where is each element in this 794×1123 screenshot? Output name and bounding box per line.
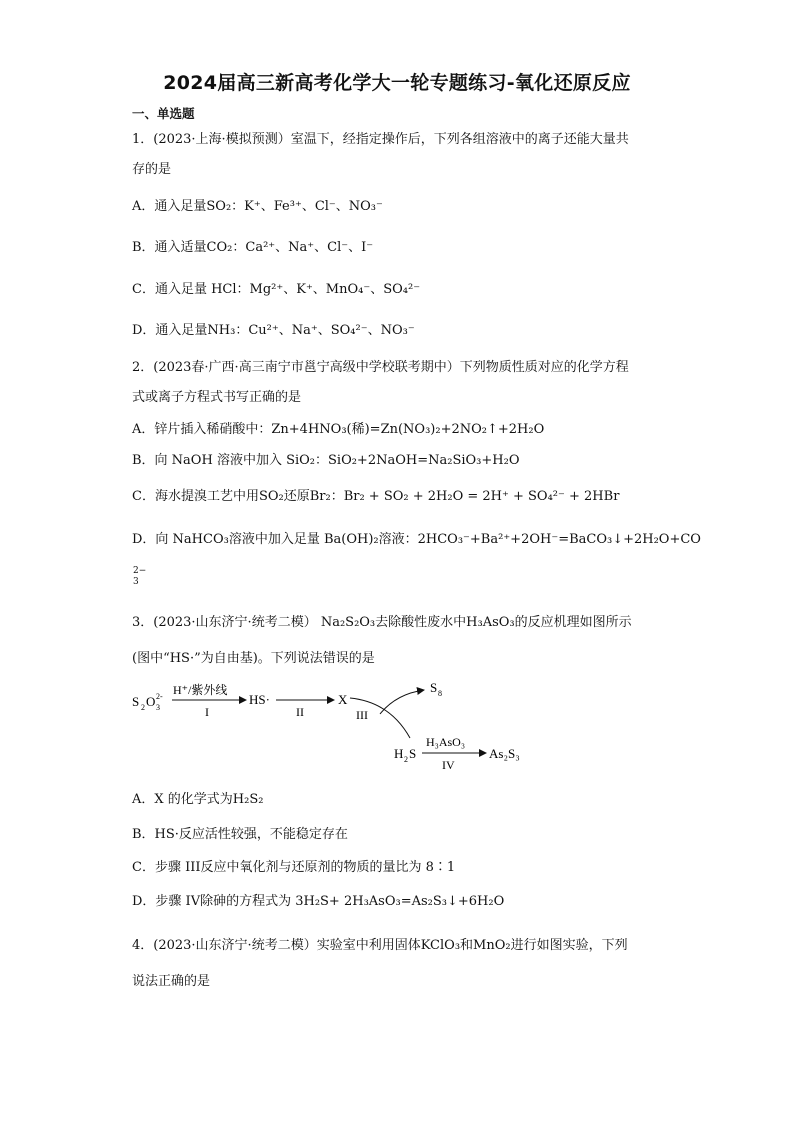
q3-option-a: A．X 的化学式为H₂S₂ — [132, 792, 264, 807]
step1-number: I — [205, 705, 209, 719]
step3-number: III — [356, 708, 368, 722]
q1-stem-line1: 1．(2023·上海·模拟预测）室温下，经指定操作后，下列各组溶液中的离子还能大量共 — [132, 132, 629, 147]
s8-subscript: 8 — [438, 689, 442, 698]
q2-stem-line2: 式或离子方程式书写正确的是 — [132, 390, 302, 405]
step2-number: II — [296, 705, 304, 719]
step4-number: IV — [442, 758, 455, 772]
thiosulfate-sub-2: 2 — [141, 703, 145, 712]
q2-option-b: B．向 NaOH 溶液中加入 SiO₂：SiO₂+2NaOH=Na₂SiO₃+H₂O — [132, 453, 520, 468]
h2s-subscript: 2 — [404, 755, 408, 764]
q2-option-c: C．海水提溴工艺中用SO₂还原Br₂：Br₂ + SO₂ + 2H₂O = 2H⁺ + SO₄²⁻ + 2HBr — [132, 489, 620, 504]
q2-option-d-subscript: 3 — [133, 577, 139, 587]
h2s-sulfur: S — [409, 746, 417, 761]
q3-stem-line1: 3．(2023·山东济宁·统考二模） Na₂S₂O₃去除酸性废水中H₃AsO₃的反应机理如图所示 — [132, 615, 632, 630]
step4-reagent: H₃AsO₃ — [426, 735, 466, 749]
q4-stem-line1: 4．(2023·山东济宁·统考二模）实验室中利用固体KClO₃和MnO₂进行如图实验，下列 — [132, 938, 628, 953]
q3-option-c: C．步骤 III反应中氧化剂与还原剂的物质的量比为 8∶1 — [132, 860, 456, 875]
thiosulfate-oxygen: O — [146, 694, 156, 709]
thiosulfate-label: S — [132, 694, 140, 709]
hs-radical-label: HS· — [249, 692, 270, 707]
q3-stem-line2: (图中“HS·”为自由基)。下列说法错误的是 — [132, 651, 375, 666]
q4-stem-line2: 说法正确的是 — [132, 974, 211, 989]
step3-arrow-to-s8 — [380, 690, 424, 714]
page-title: 2024届高三新高考化学大一轮专题练习-氧化还原反应 — [163, 72, 631, 94]
q1-option-c: C．通入足量 HCl：Mg²⁺、K⁺、MnO₄⁻、SO₄²⁻ — [132, 282, 421, 297]
s8-label: S — [430, 680, 438, 695]
h2s-label: H — [394, 746, 404, 761]
q3-option-d: D．步骤 IV除砷的方程式为 3H₂S+ 2H₃AsO₃=As₂S₃↓+6H₂O — [132, 894, 505, 909]
thiosulfate-sub-3: 3 — [156, 703, 160, 712]
q3-option-b: B．HS·反应活性较强，不能稳定存在 — [132, 827, 348, 842]
q1-stem-line2: 存的是 — [132, 162, 172, 177]
as2s3-label: As₂S₃ — [489, 746, 520, 761]
thiosulfate-charge: 2- — [156, 692, 163, 701]
q2-option-a: A．锌片插入稀硝酸中：Zn+4HNO₃(稀)=Zn(NO₃)₂+2NO₂↑+2H₂O — [132, 422, 545, 437]
q2-option-d: D．向 NaHCO₃溶液中加入足量 Ba(OH)₂溶液：2HCO₃⁻+Ba²⁺+2OH⁻=BaCO₃↓+2H₂O+CO — [132, 532, 701, 547]
x-label: X — [338, 692, 348, 707]
reaction-mechanism-diagram — [128, 672, 528, 776]
q1-option-d: D．通入足量NH₃：Cu²⁺、Na⁺、SO₄²⁻、NO₃⁻ — [132, 323, 415, 338]
q2-option-d-charge: 2− — [133, 566, 147, 576]
q2-stem-line1: 2．(2023春·广西·高三南宁市邕宁高级中学校联考期中）下列物质性质对应的化学方程 — [132, 360, 629, 375]
q1-option-b: B．通入适量CO₂：Ca²⁺、Na⁺、Cl⁻、I⁻ — [132, 240, 374, 255]
step1-condition: H⁺/紫外线 — [173, 683, 228, 697]
section-heading: 一、单选题 — [132, 106, 195, 121]
q1-option-a: A．通入足量SO₂：K⁺、Fe³⁺、Cl⁻、NO₃⁻ — [132, 199, 383, 214]
